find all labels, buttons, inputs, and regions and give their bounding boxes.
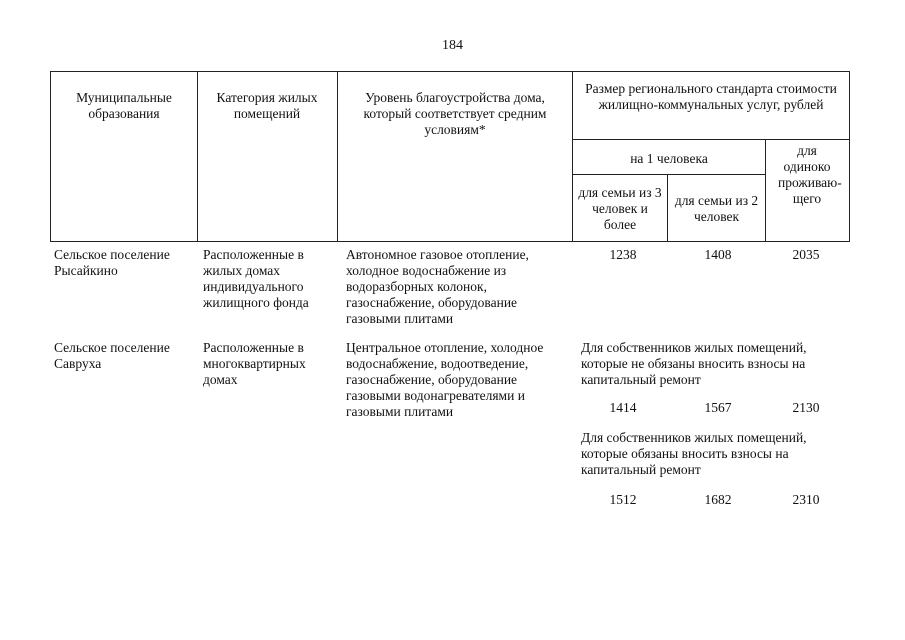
row1-value-single: 2035 — [792, 247, 820, 262]
row2-municipality: Сельское поселение Савруха — [54, 340, 170, 371]
row2-g2-value-family3: 1512 — [609, 492, 637, 507]
header-family-2: для семьи из 2 человек — [674, 193, 759, 224]
divider — [572, 139, 850, 140]
divider — [337, 71, 338, 242]
row1-value-family3: 1238 — [609, 247, 637, 262]
row1-value-family2: 1408 — [704, 247, 732, 262]
row2-g2-value-single: 2310 — [792, 492, 820, 507]
header-single-living: для одиноко проживаю-щего — [778, 143, 842, 206]
divider — [572, 174, 765, 175]
divider — [765, 139, 766, 242]
row2-level: Центральное отопление, холодное водоснабжение, водоотведение, газоснабжение, оборудование газовыми водонагревателями и газовыми плитами — [346, 340, 544, 419]
header-level: Уровень благоустройства дома, который соответствует средним условиям* — [363, 90, 547, 137]
row2-g1-value-single: 2130 — [792, 400, 820, 415]
divider — [667, 174, 668, 242]
row2-note-2: Для собственников жилых помещений, которые обязаны вносить взносы на капитальный ремонт — [581, 430, 807, 477]
header-family-3: для семьи из 3 человек и более — [578, 185, 662, 232]
row2-g2-value-family2: 1682 — [704, 492, 732, 507]
header-per-person: на 1 человека — [630, 151, 708, 166]
row2-category: Расположенные в многоквартирных домах — [203, 340, 306, 387]
header-municipalities: Муниципальные образования — [76, 90, 172, 121]
header-size-group: Размер регионального стандарта стоимости жилищно-коммунальных услуг, рублей — [585, 81, 837, 112]
row2-note-1: Для собственников жилых помещений, которые не обязаны вносить взносы на капитальный ремонт — [581, 340, 807, 387]
row1-municipality: Сельское поселение Рысайкино — [54, 247, 170, 278]
row1-category: Расположенные в жилых домах индивидуального жилищного фонда — [203, 247, 309, 310]
row1-level: Автономное газовое отопление, холодное водоснабжение из водоразборных колонок, газоснабжение, оборудование газовыми плитами — [346, 247, 529, 326]
divider — [572, 71, 573, 242]
divider — [197, 71, 198, 242]
row2-g1-value-family3: 1414 — [609, 400, 637, 415]
row2-g1-value-family2: 1567 — [704, 400, 732, 415]
header-category: Категория жилых помещений — [216, 90, 318, 121]
page-number: 184 — [442, 38, 463, 53]
